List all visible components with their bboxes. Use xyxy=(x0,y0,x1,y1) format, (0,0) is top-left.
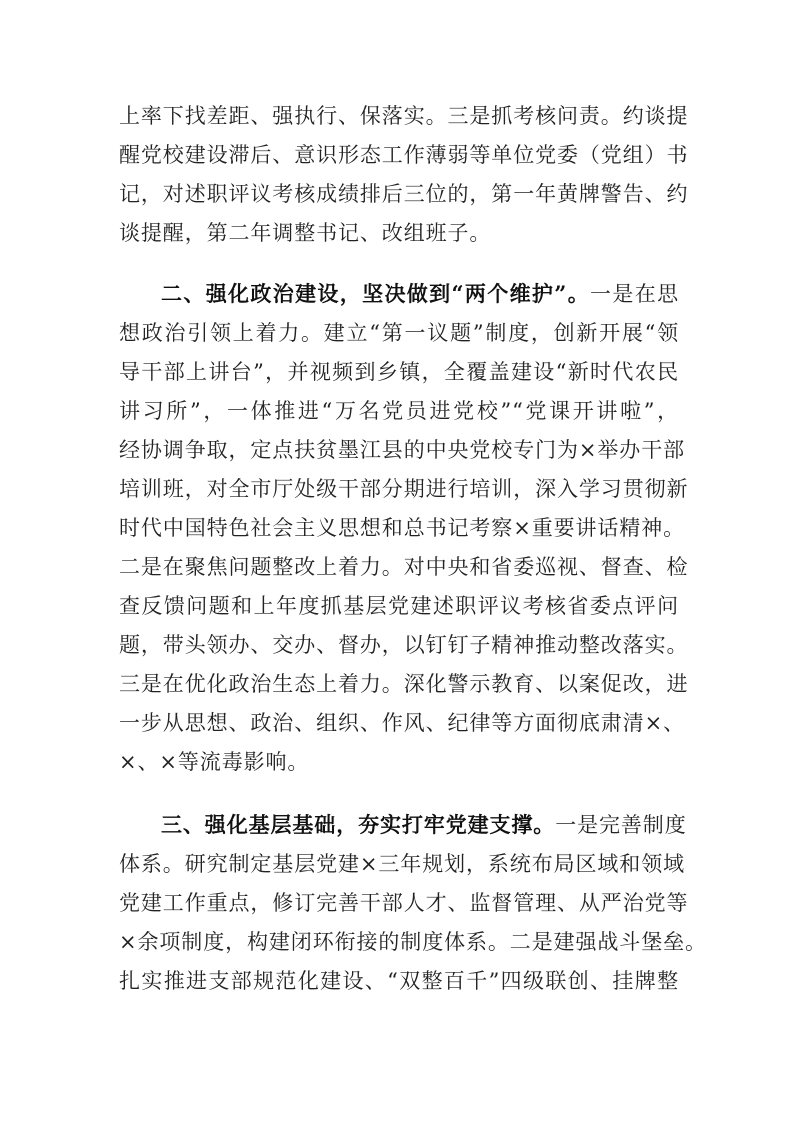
body-text-line: 记，对述职评议考核成绩排后三位的，第一年黄牌警告、约 xyxy=(119,182,689,206)
body-text-line: 导干部上讲台”，并视频到乡镇，全覆盖建设“新时代农民 xyxy=(119,360,679,384)
body-text-line: 查反馈问题和上年度抓基层党建述职评议考核省委点评问 xyxy=(119,594,679,618)
section-two-lead-text: 一是在思 xyxy=(590,282,679,306)
section-three-line xyxy=(161,809,687,841)
body-text-line: 党建工作重点，修订完善干部人才、监督管理、从严治党等 xyxy=(119,891,689,915)
body-text-line: 谈提醒，第二年调整书记、改组班子。 xyxy=(119,221,492,245)
body-text-line: 醒党校建设滞后、意识形态工作薄弱等单位党委（党组）书 xyxy=(119,143,689,167)
body-text-line: ×、×等流毒影响。 xyxy=(119,750,310,774)
body-text-line: 二是在聚焦问题整改上着力。对中央和省委巡视、督查、检 xyxy=(119,555,689,579)
body-text-line: 一步从思想、政治、组织、作风、纪律等方面彻底肃清×、 xyxy=(119,711,685,735)
body-text-line: 上率下找差距、强执行、保落实。三是抓考核问责。约谈提 xyxy=(119,104,689,128)
body-text-line: ×余项制度，构建闭环衔接的制度体系。二是建强战斗堡垒。 xyxy=(119,930,707,954)
section-heading-two: 二、强化政治建设，坚决做到“两个维护”。 xyxy=(161,281,591,306)
section-three-lead-text: 一是完善制度 xyxy=(555,813,687,837)
body-text-line: 想政治引领上着力。建立“第一议题”制度，创新开展“领 xyxy=(119,321,679,345)
body-text-line: 讲习所”，一体推进“万名党员进党校”“党课开讲啦”， xyxy=(119,399,679,423)
body-text-line: 扎实推进支部规范化建设、“双整百千”四级联创、挂牌整 xyxy=(119,969,679,993)
body-text-line: 三是在优化政治生态上着力。深化警示教育、以案促改，进 xyxy=(119,672,689,696)
body-text-line: 培训班，对全市厅处级干部分期进行培训，深入学习贯彻新 xyxy=(119,477,689,501)
section-heading-three: 三、强化基层基础，夯实打牢党建支撑。 xyxy=(161,812,556,837)
body-text-line: 题，带头领办、交办、督办，以钉钉子精神推动整改落实。 xyxy=(119,633,689,657)
body-text-line: 体系。研究制定基层党建×三年规划，系统布局区域和领域 xyxy=(119,852,685,876)
section-two-line xyxy=(161,278,679,310)
body-text-line: 时代中国特色社会主义思想和总书记考察×重要讲话精神。 xyxy=(119,516,685,540)
body-text-line: 经协调争取，定点扶贫墨江县的中央党校专门为×举办干部 xyxy=(119,438,685,462)
